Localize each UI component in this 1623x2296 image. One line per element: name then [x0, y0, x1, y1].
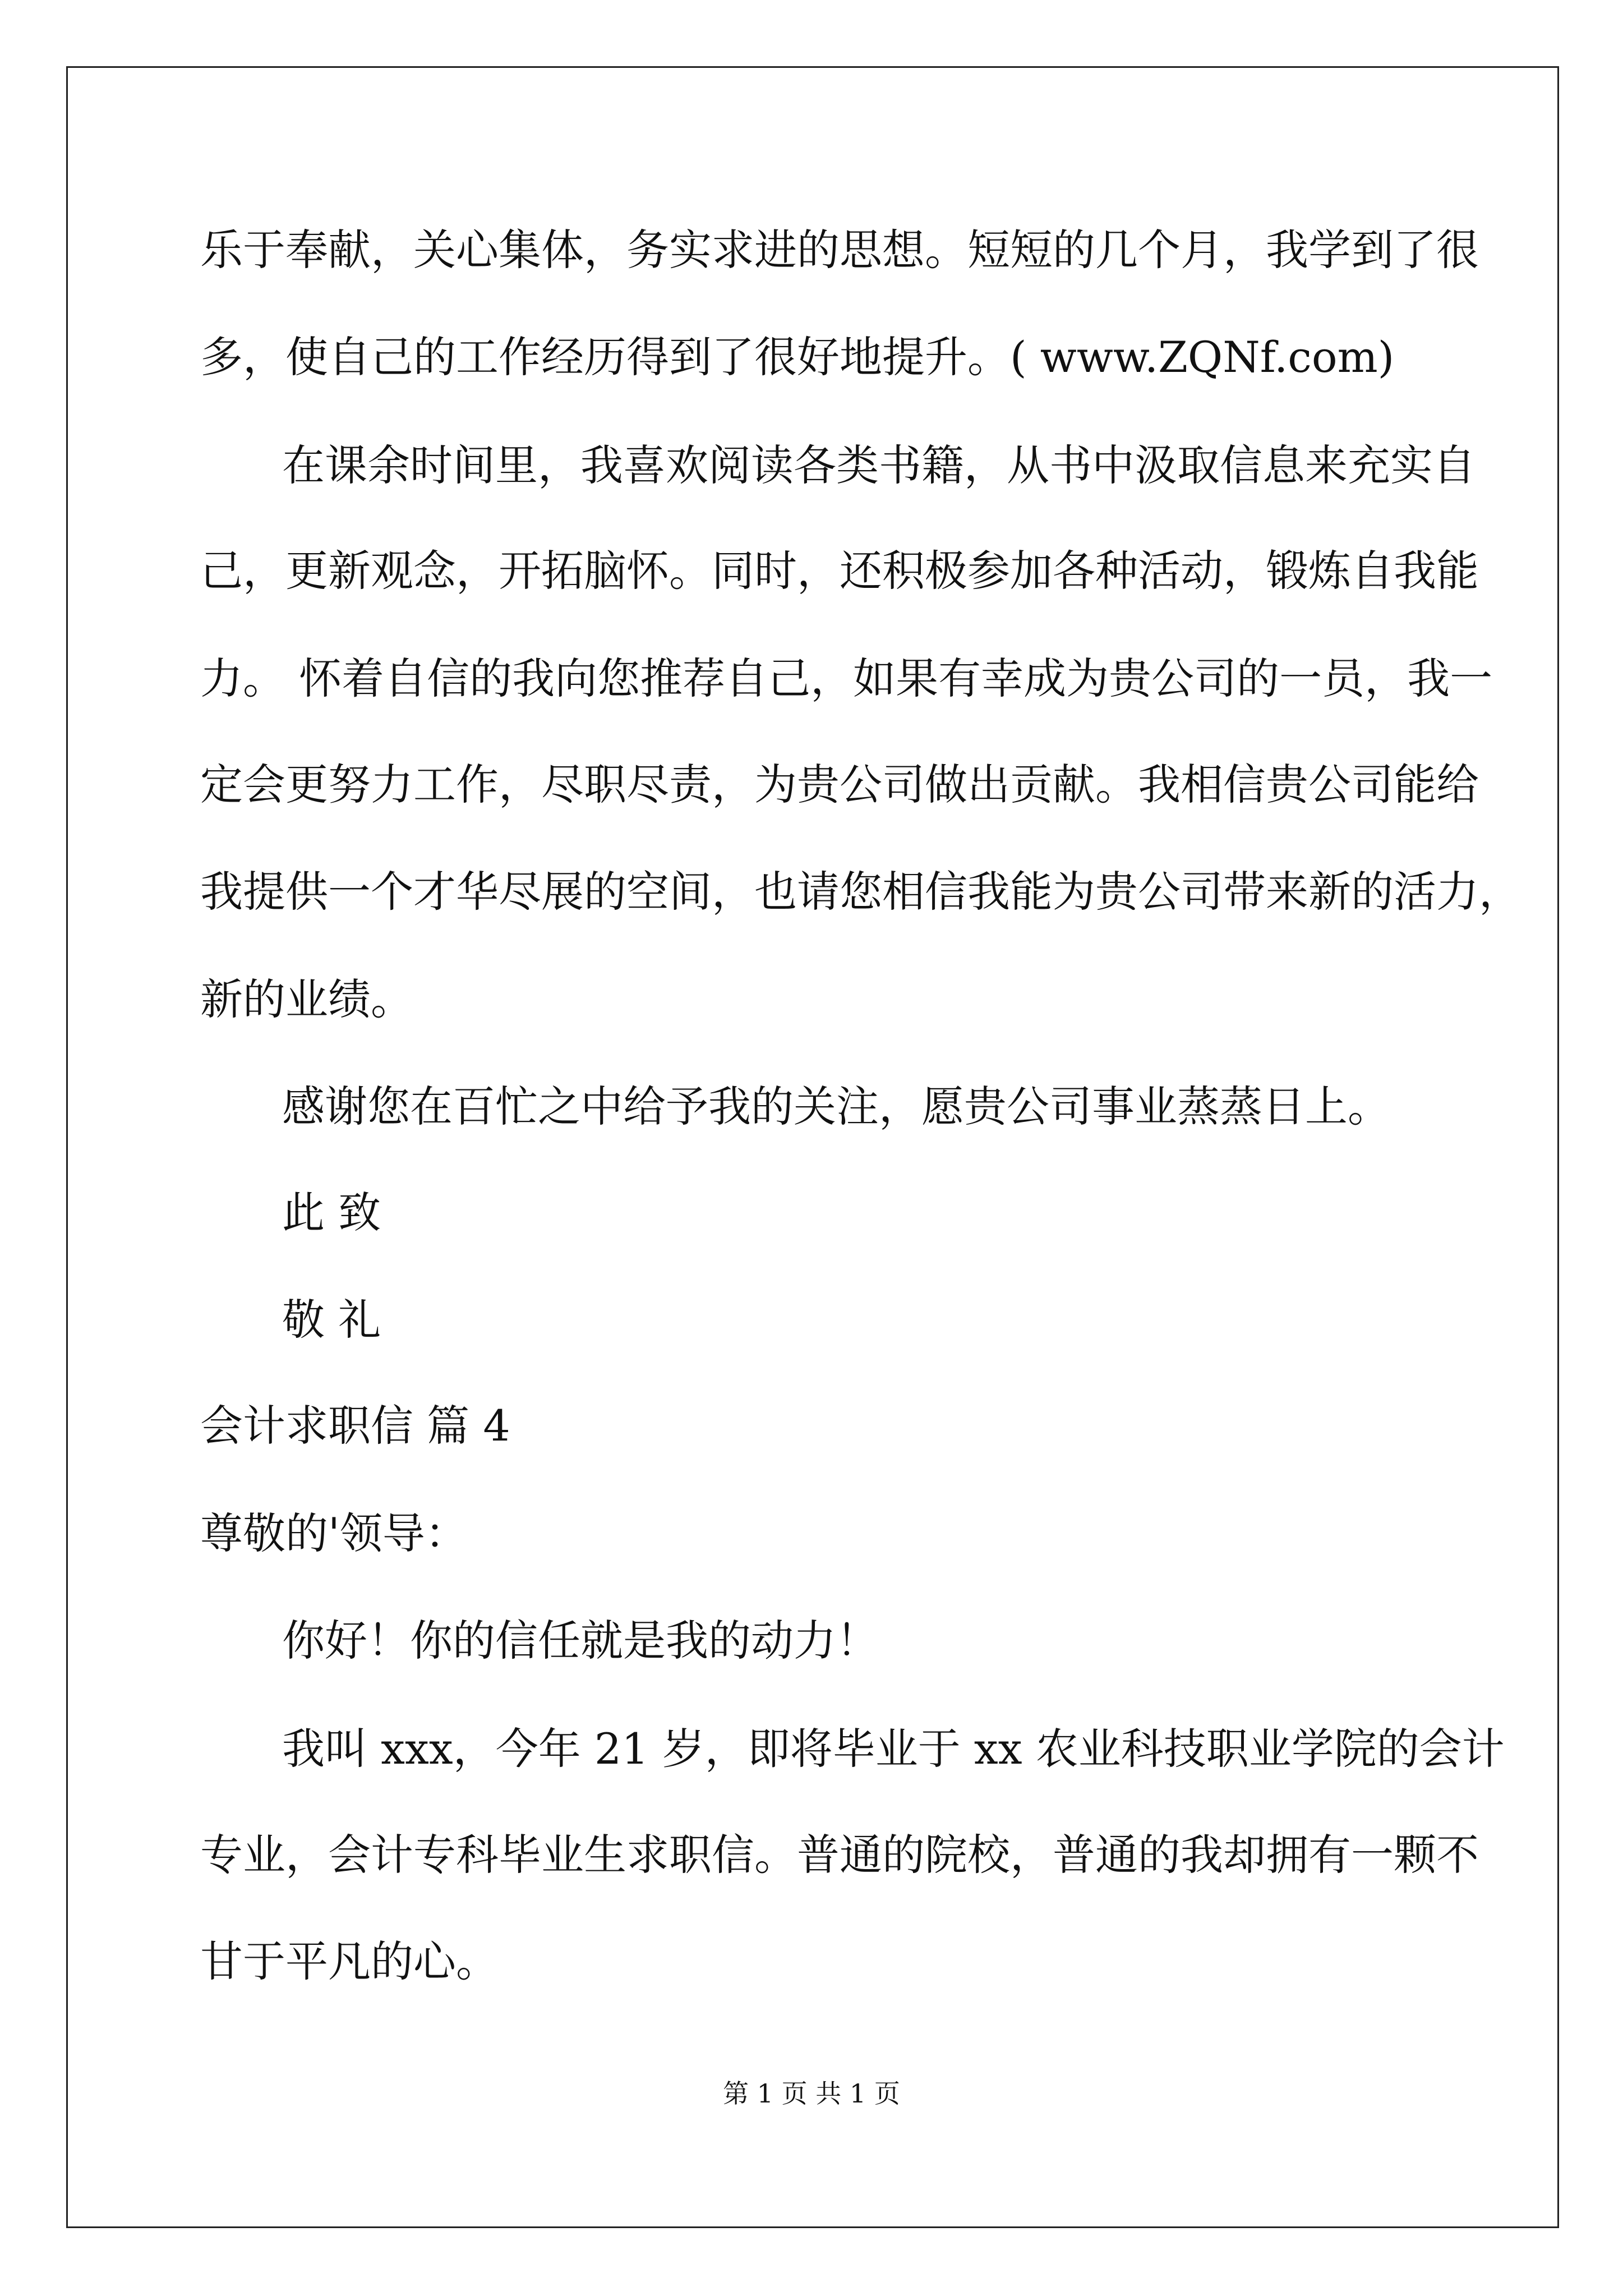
body-text-line: 定会更努力工作，尽职尽责，为贵公司做出贡献。我相信贵公司能给 [200, 760, 1479, 809]
closing-salutation: 此 致 [282, 1188, 381, 1237]
body-text-line: 我叫 xxx，今年 21 岁，即将毕业于 xx 农业科技职业学院的会计 [282, 1724, 1505, 1774]
body-text-line: 你好！你的信任就是我的动力！ [282, 1616, 879, 1665]
body-text-line: 专业，会计专科毕业生求职信。普通的院校，普通的我却拥有一颗不 [200, 1830, 1479, 1880]
closing-regards: 敬 礼 [282, 1295, 381, 1345]
body-text-line: 甘于平凡的心。 [200, 1936, 499, 1986]
body-text-line: 感谢您在百忙之中给予我的关注，愿贵公司事业蒸蒸日上。 [282, 1082, 1390, 1131]
body-text-line: 力。 怀着自信的我向您推荐自己，如果有幸成为贵公司的一员，我一 [200, 654, 1493, 703]
section-heading: 会计求职信 篇 4 [200, 1401, 510, 1451]
page-border [66, 66, 1559, 2228]
body-text-line: 己，更新观念，开拓脑怀。同时，还积极参加各种活动，锻炼自我能 [200, 546, 1479, 596]
greeting: 尊敬的'领导： [200, 1508, 468, 1558]
page-number-footer: 第 1 页 共 1 页 [723, 2078, 900, 2109]
body-text-line: 多，使自己的工作经历得到了很好地提升。( www.ZQNf.com) [200, 332, 1395, 382]
body-text-line: 在课余时间里，我喜欢阅读各类书籍，从书中汲取信息来充实自 [282, 440, 1476, 490]
body-text-line: 新的业绩。 [200, 974, 413, 1024]
body-text-line: 乐于奉献，关心集体，务实求进的思想。短短的几个月，我学到了很 [200, 225, 1479, 275]
body-text-line: 我提供一个才华尽展的空间，也请您相信我能为贵公司带来新的活力， [200, 867, 1521, 917]
